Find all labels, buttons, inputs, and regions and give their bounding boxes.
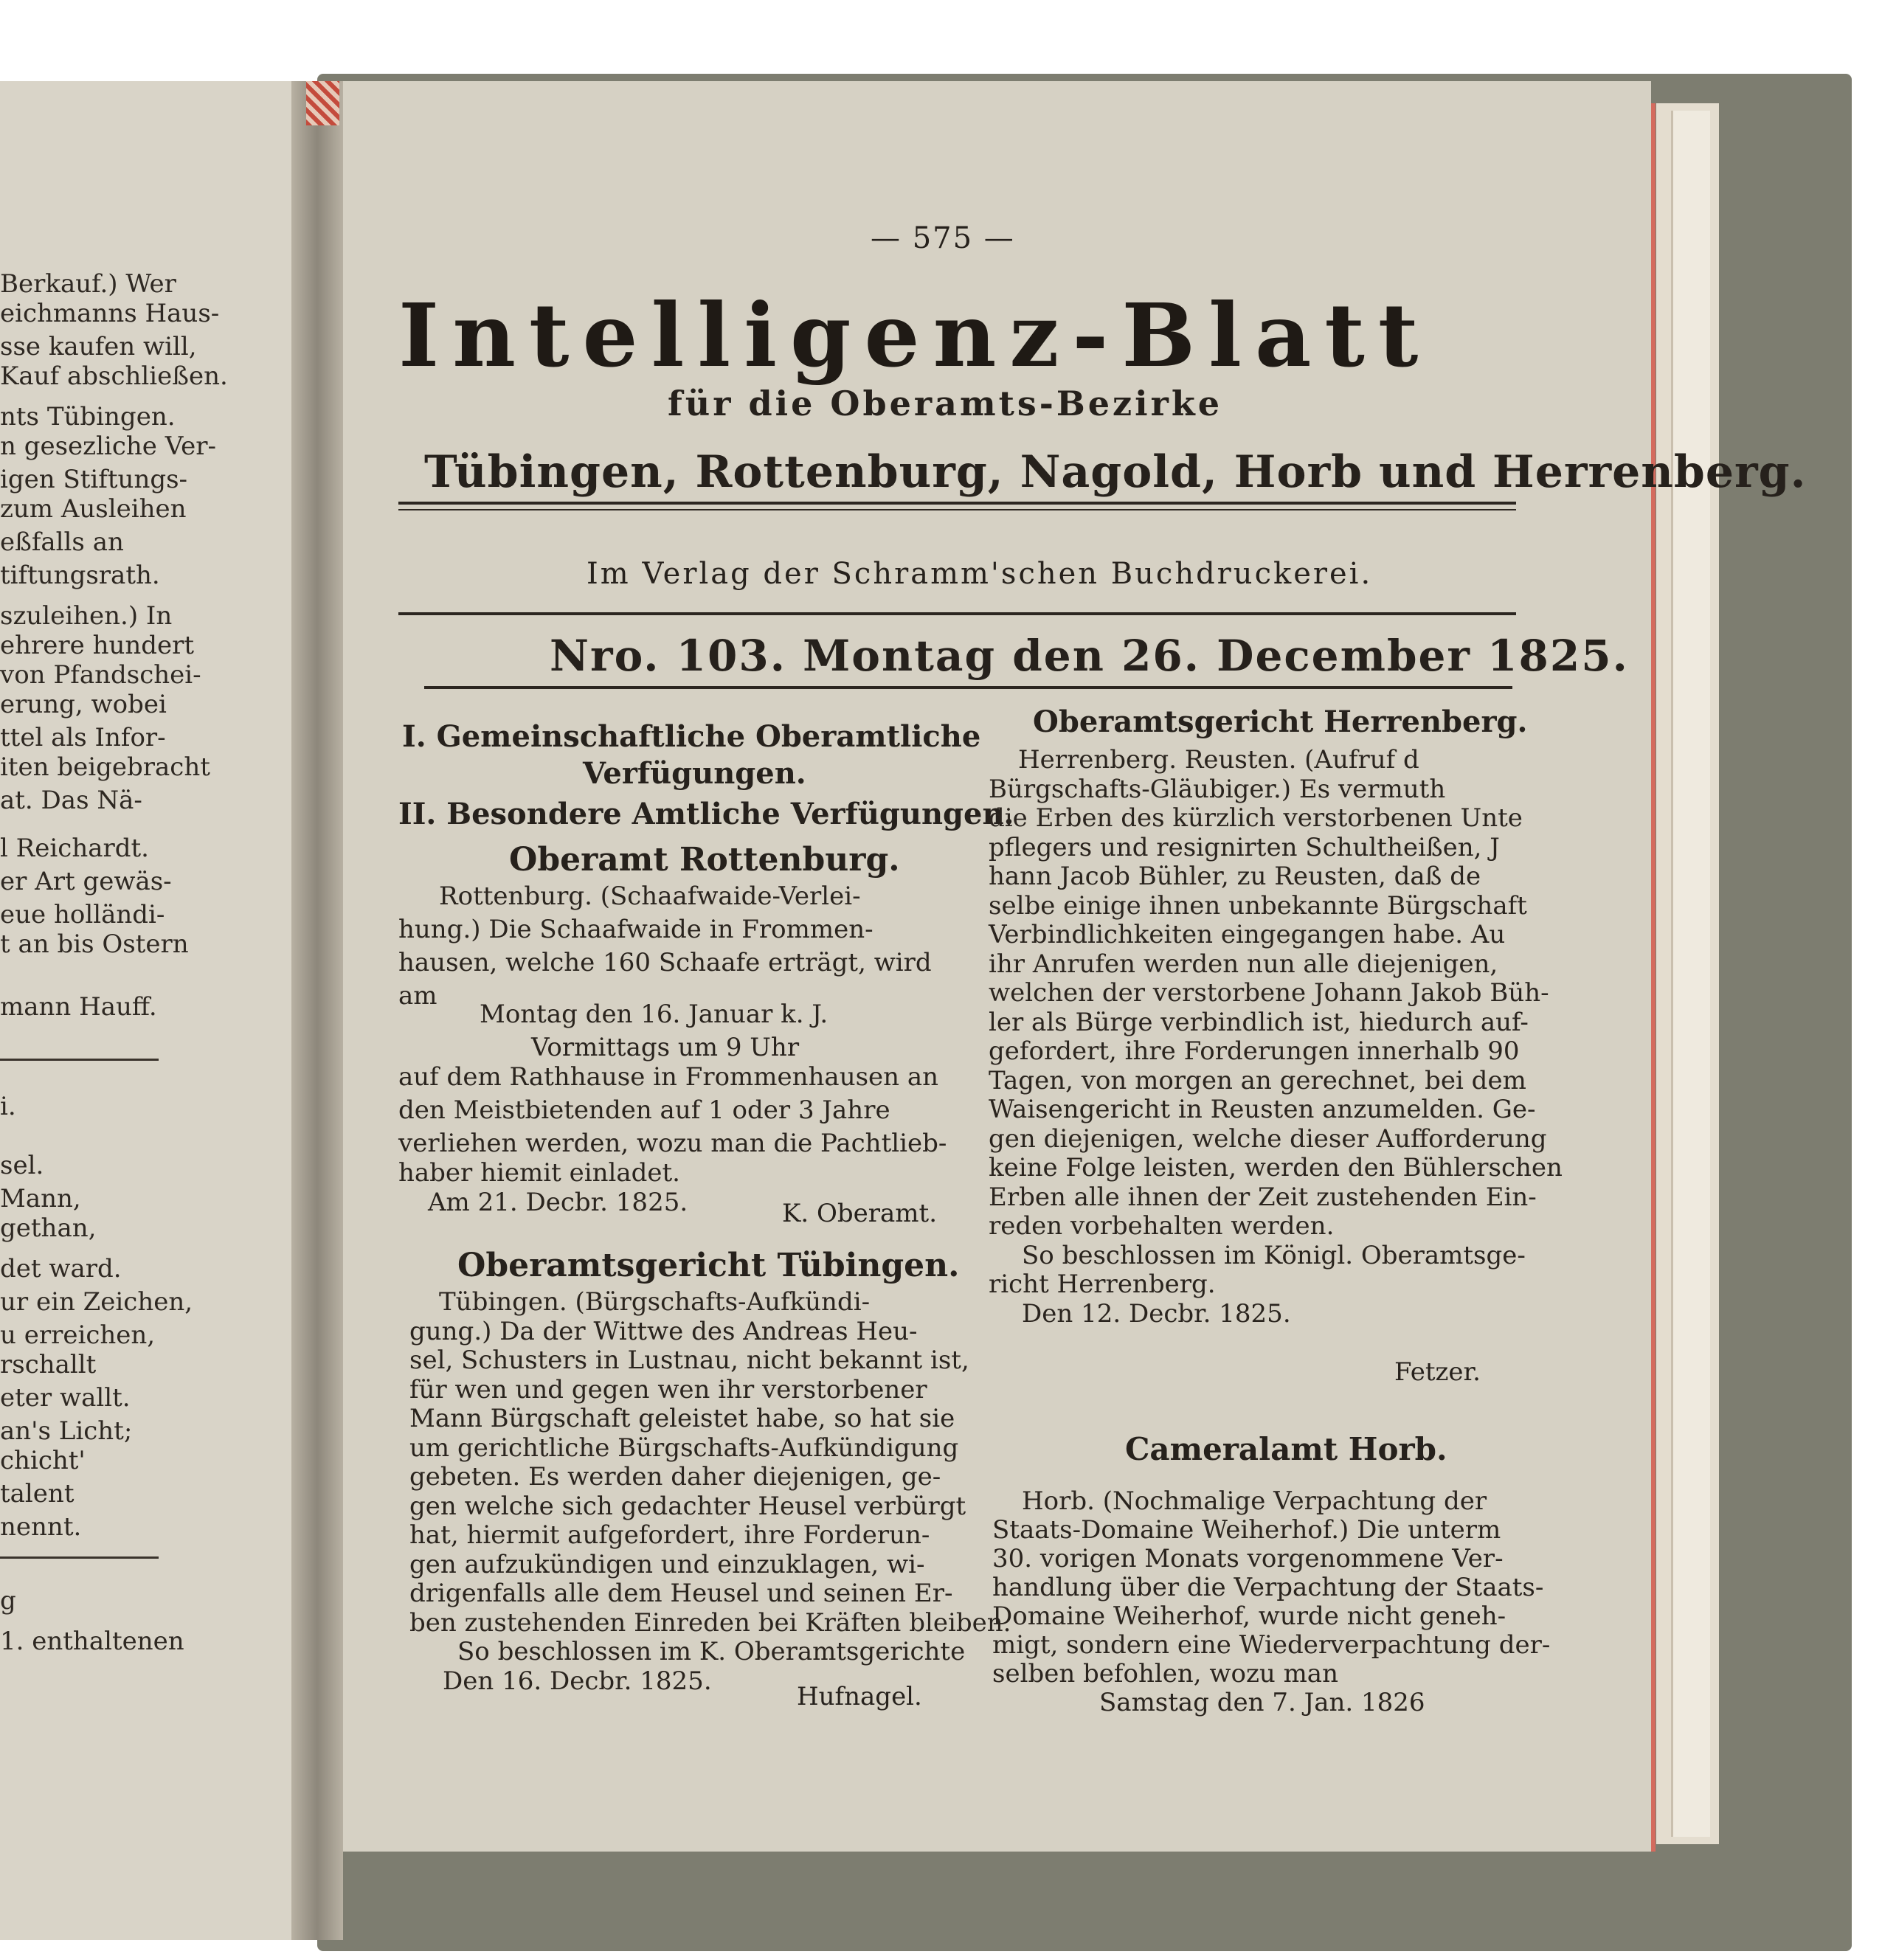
masthead-publisher: Im Verlag der Schramm'schen Buchdruckerei. <box>587 557 1373 591</box>
herrenberg-line: reden vorbehalten werden. <box>989 1211 1335 1241</box>
herrenberg-line: welchen der verstorbene Johann Jakob Büh- <box>989 978 1549 1008</box>
horb-line: handlung über die Verpachtung der Staats- <box>992 1573 1544 1602</box>
page-stack-inner <box>1671 111 1710 1837</box>
rottenburg-line: den Meistbietenden auf 1 oder 3 Jahre <box>398 1095 890 1125</box>
left-page-line: Berkauf.) Wer <box>0 269 176 299</box>
left-page-line: mann Hauff. <box>0 992 157 1022</box>
section-2-heading: II. Besondere Amtliche Verfügungen. <box>398 797 1014 831</box>
tuebingen-line: drigenfalls alle dem Heusel und seinen Er- <box>409 1579 953 1608</box>
horb-line: Samstag den 7. Jan. 1826 <box>1099 1688 1425 1717</box>
tuebingen-line: für wen und gegen wen ihr verstorbener <box>409 1374 927 1405</box>
issue-line: Nro. 103. Montag den 26. December 1825. <box>550 631 1629 681</box>
herrenberg-line: selbe einige ihnen unbekannte Bürgschaft <box>989 890 1527 921</box>
tuebingen-line: gebeten. Es werden daher diejenigen, ge- <box>409 1462 941 1492</box>
rottenburg-signature: K. Oberamt. <box>782 1199 938 1228</box>
herrenberg-line: Waisengericht in Reusten anzumelden. Ge- <box>989 1095 1536 1124</box>
herrenberg-line: So beschlossen im Königl. Oberamtsge- <box>1022 1240 1526 1270</box>
left-page-line: t an bis Ostern <box>0 929 189 959</box>
tuebingen-line: gen welche sich gedachter Heusel verbürgt <box>409 1491 966 1521</box>
rottenburg-line: Vormittags um 9 Uhr <box>531 1033 800 1062</box>
rottenburg-line: Am 21. Decbr. 1825. <box>428 1188 688 1217</box>
left-page-line: tiftungsrath. <box>0 561 160 590</box>
herrenberg-signature: Fetzer. <box>1394 1357 1481 1387</box>
horb-line: 30. vorigen Monats vorgenommene Ver- <box>992 1544 1504 1573</box>
herrenberg-line: Verbindlichkeiten eingegangen habe. Au <box>989 920 1506 949</box>
herrenberg-line: Erben alle ihnen der Zeit zustehenden Ein- <box>989 1182 1537 1212</box>
left-page-line: n gesezliche Ver- <box>0 432 216 461</box>
left-page-line: eßfalls an <box>0 527 124 557</box>
left-page-line: rschallt <box>0 1350 97 1379</box>
rottenburg-line: verliehen werden, wozu man die Pachtlieb- <box>398 1129 947 1158</box>
left-page-rule <box>0 1059 159 1061</box>
herrenberg-line: hann Jacob Bühler, zu Reusten, daß de <box>989 862 1481 891</box>
left-page-line: er Art gewäs- <box>0 867 172 896</box>
left-page-rule <box>0 1556 159 1559</box>
left-page-line: eichmanns Haus- <box>0 299 220 328</box>
masthead-subtitle-1: für die Oberamts-Bezirke <box>668 384 1222 423</box>
left-page-line: szuleihen.) In <box>0 601 173 631</box>
left-page-line: 1. enthaltenen <box>0 1627 184 1656</box>
herrenberg-line: ler als Bürge verbindlich ist, hiedurch auf- <box>989 1007 1529 1037</box>
herrenberg-line: die Erben des kürzlich verstorbenen Unte <box>989 803 1523 833</box>
left-page-line: u erreichen, <box>0 1320 156 1350</box>
masthead-rule-1b <box>398 509 1516 510</box>
left-page-line: at. Das Nä- <box>0 786 142 815</box>
left-page-line: eter wallt. <box>0 1383 131 1413</box>
page-number: — 575 — <box>871 221 1015 255</box>
masthead-rule-3 <box>424 686 1512 689</box>
rottenburg-line: haber hiemit einladet. <box>398 1158 680 1188</box>
herrenberg-line: Herrenberg. Reusten. (Aufruf d <box>1018 745 1419 775</box>
left-page-line: nennt. <box>0 1512 82 1542</box>
left-page-line: l Reichardt. <box>0 834 149 863</box>
left-page-line: erung, wobei <box>0 690 167 719</box>
masthead-rule-2 <box>398 612 1516 615</box>
rottenburg-line: hausen, welche 160 Schaafe erträgt, wird <box>398 948 932 977</box>
left-page-line: talent <box>0 1479 75 1509</box>
left-page-line: ehrere hundert <box>0 631 195 660</box>
horb-line: migt, sondern eine Wiederverpachtung der- <box>992 1630 1551 1660</box>
left-page-line: an's Licht; <box>0 1416 133 1446</box>
masthead-rule-1 <box>398 502 1516 505</box>
tuebingen-line: Den 16. Decbr. 1825. <box>443 1666 712 1696</box>
tuebingen-line: hat, hiermit aufgefordert, ihre Forderun- <box>409 1520 930 1550</box>
rottenburg-line: am <box>398 981 437 1011</box>
left-page-line: eue holländi- <box>0 900 165 929</box>
section-1-heading: I. Gemeinschaftliche Oberamtliche <box>402 719 981 754</box>
tuebingen-signature: Hufnagel. <box>797 1682 922 1711</box>
tuebingen-line: Mann Bürgschaft geleistet habe, so hat sie <box>409 1404 955 1433</box>
tuebingen-line: gen aufzukündigen und einzuklagen, wi- <box>409 1549 925 1579</box>
tuebingen-line: sel, Schusters in Lustnau, nicht bekannt ist, <box>409 1346 969 1375</box>
left-page-line: Mann, <box>0 1184 81 1213</box>
rottenburg-line: auf dem Rathhause in Frommenhausen an <box>398 1062 939 1092</box>
tuebingen-line: Tübingen. (Bürgschafts-Aufkündi- <box>439 1287 871 1317</box>
left-page-line: von Pfandschei- <box>0 660 201 690</box>
left-page-line: sel. <box>0 1151 44 1180</box>
herrenberg-line: Den 12. Decbr. 1825. <box>1022 1298 1291 1329</box>
left-page <box>0 81 310 1940</box>
herrenberg-line: gefordert, ihre Forderungen innerhalb 90 <box>989 1036 1520 1066</box>
section-1-heading-cont: Verfügungen. <box>583 756 806 791</box>
heading-oberamt-rottenburg: Oberamt Rottenburg. <box>509 841 900 879</box>
herrenberg-line: gen diejenigen, welche dieser Aufforderung <box>989 1123 1547 1154</box>
herrenberg-line: richt Herrenberg. <box>989 1270 1216 1299</box>
herrenberg-line: Bürgschafts-Gläubiger.) Es vermuth <box>989 774 1446 804</box>
book-gutter <box>291 81 343 1940</box>
horb-line: Horb. (Nochmalige Verpachtung der <box>1022 1486 1487 1516</box>
left-page-text <box>0 81 291 1940</box>
red-page-edge <box>1651 103 1656 1852</box>
left-page-line: gethan, <box>0 1213 97 1243</box>
horb-line: selben befohlen, wozu man <box>992 1659 1338 1689</box>
left-page-line: ur ein Zeichen, <box>0 1287 193 1317</box>
left-page-line: zum Ausleihen <box>0 494 187 524</box>
left-page-line: chicht' <box>0 1446 86 1475</box>
left-page-line: sse kaufen will, <box>0 332 197 361</box>
tuebingen-line: So beschlossen im K. Oberamtsgerichte <box>457 1637 966 1666</box>
left-page-line: ttel als Infor- <box>0 723 166 752</box>
tuebingen-line: ben zustehenden Einreden bei Kräften bleiben. <box>409 1607 1011 1638</box>
heading-oberamtsgericht-herrenberg: Oberamtsgericht Herrenberg. <box>1033 704 1528 739</box>
tuebingen-line: gung.) Da der Wittwe des Andreas Heu- <box>409 1316 918 1346</box>
masthead-subtitle-2: Tübingen, Rottenburg, Nagold, Horb und Herrenberg. <box>424 446 1807 498</box>
left-page-line: igen Stiftungs- <box>0 465 188 494</box>
rottenburg-line: Montag den 16. Januar k. J. <box>480 1000 828 1029</box>
masthead-title: Intelligenz-Blatt <box>398 284 1432 387</box>
left-page-line: i. <box>0 1092 16 1121</box>
left-page-line: iten beigebracht <box>0 752 210 782</box>
heading-oberamtsgericht-tuebingen: Oberamtsgericht Tübingen. <box>457 1247 960 1284</box>
rottenburg-line: Rottenburg. (Schaafwaide-Verlei- <box>439 882 861 911</box>
tuebingen-line: um gerichtliche Bürgschafts-Aufkündigung <box>409 1433 959 1463</box>
headband <box>306 81 339 125</box>
rottenburg-line: hung.) Die Schaafwaide in Frommen- <box>398 915 873 944</box>
left-page-line: det ward. <box>0 1254 122 1284</box>
horb-line: Staats-Domaine Weiherhof.) Die unterm <box>992 1515 1501 1545</box>
left-page-line: g <box>0 1586 16 1616</box>
heading-cameralamt-horb: Cameralamt Horb. <box>1125 1431 1447 1467</box>
herrenberg-line: Tagen, von morgen an gerechnet, bei dem <box>989 1065 1526 1095</box>
herrenberg-line: ihr Anrufen werden nun alle diejenigen, <box>989 949 1498 979</box>
left-page-line: nts Tübingen. <box>0 402 176 432</box>
herrenberg-line: pflegers und resignirten Schultheißen, J <box>989 832 1500 862</box>
horb-line: Domaine Weiherhof, wurde nicht geneh- <box>992 1601 1506 1631</box>
herrenberg-line: keine Folge leisten, werden den Bühlerschen <box>989 1153 1563 1182</box>
left-page-line: Kauf abschließen. <box>0 361 228 391</box>
